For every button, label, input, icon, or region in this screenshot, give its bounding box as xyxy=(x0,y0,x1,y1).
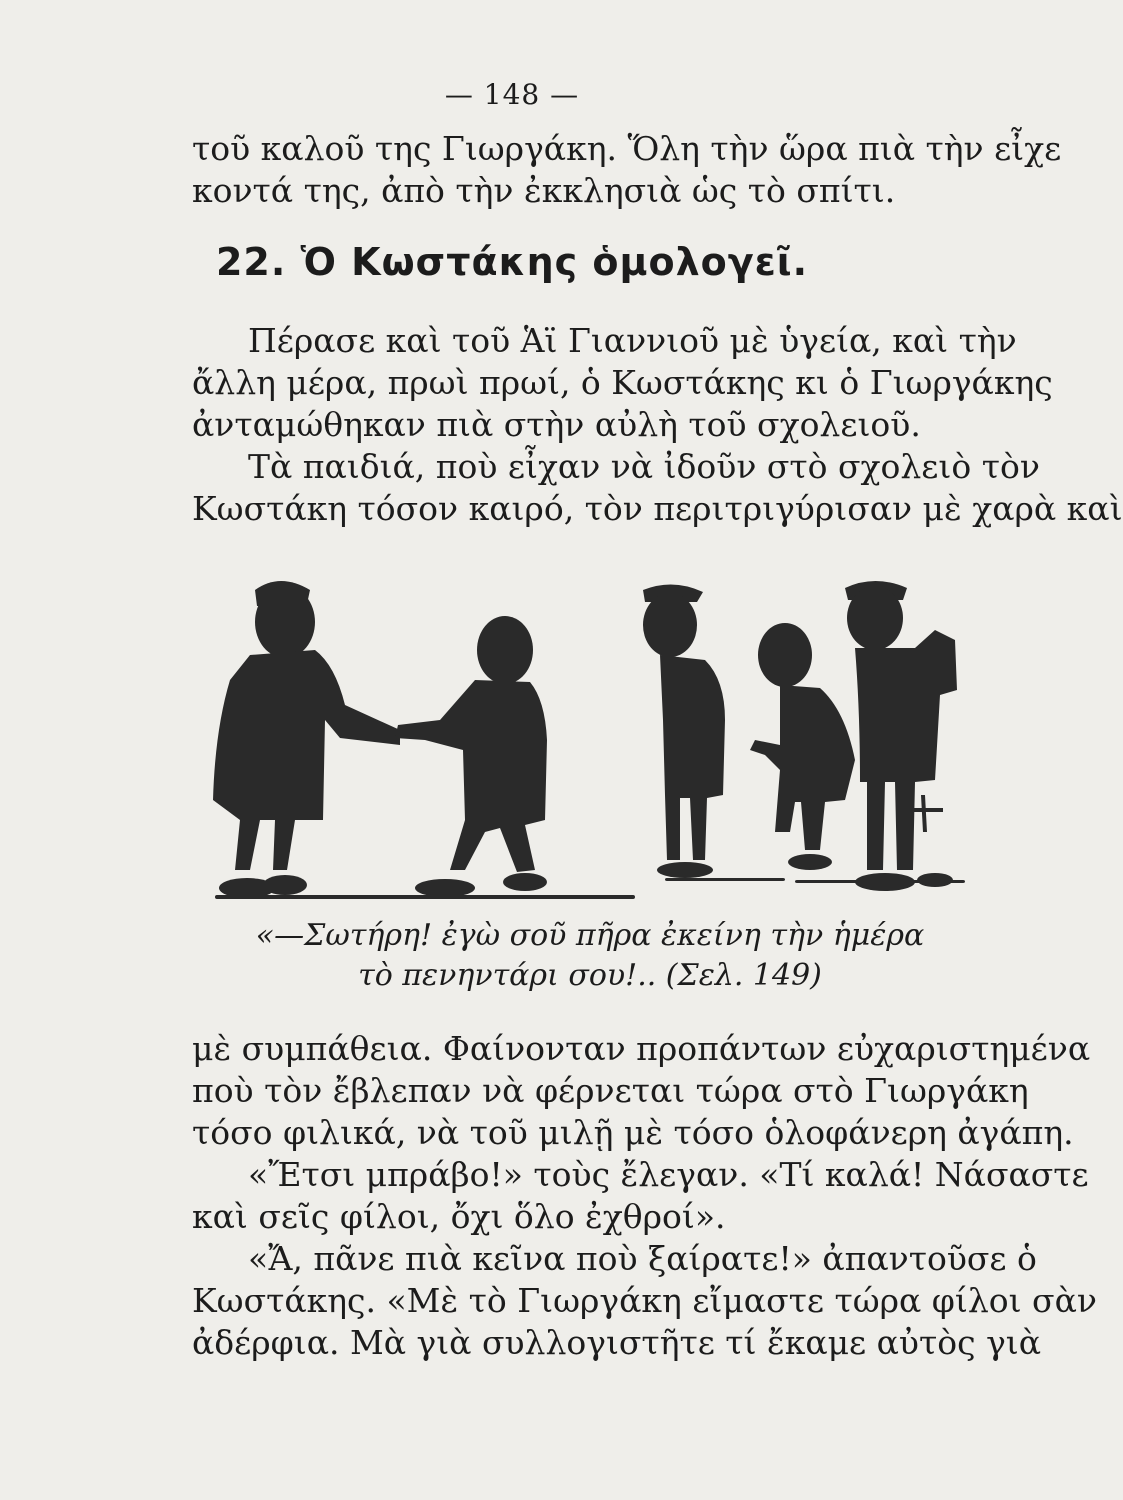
caption-line-1: «—Σωτήρη! ἐγὼ σοῦ πῆρα ἐκείνη τὴν ἡμέρα xyxy=(255,918,925,953)
text-line: «Ἄ, πᾶνε πιὰ κεῖνα ποὺ ξαίρατε!» ἀπαντοῦσε ὁ xyxy=(248,1239,1037,1278)
silhouette-illustration xyxy=(195,570,985,910)
boy-silhouette-4 xyxy=(750,623,855,870)
text-line: ἀνταμώθηκαν πιὰ στὴν αὐλὴ τοῦ σχολειοῦ. xyxy=(192,405,921,444)
paragraph-5 xyxy=(192,1238,1097,1364)
text-line: Κωστάκης. «Μὲ τὸ Γιωργάκη εἴμαστε τώρα φίλοι σὰν xyxy=(192,1281,1097,1320)
paragraph-3 xyxy=(192,1028,1091,1154)
text-line: ποὺ τὸν ἔβλεπαν νὰ φέρνεται τώρα στὸ Γιωργάκη xyxy=(192,1071,1029,1110)
text-line: Πέρασε καὶ τοῦ Ἁϊ Γιαννιοῦ μὲ ὑγεία, καὶ τὴν xyxy=(248,321,1017,360)
text-line: ἀδέρφια. Μὰ γιὰ συλλογιστῆτε τί ἔκαμε αὐτὸς γιὰ xyxy=(192,1323,1042,1362)
text-line: καὶ σεῖς φίλοι, ὄχι ὅλο ἐχθροί». xyxy=(192,1197,726,1236)
boy-silhouette-5 xyxy=(845,581,957,891)
text-line: κοντά της, ἀπὸ τὴν ἐκκλησιὰ ὡς τὸ σπίτι. xyxy=(192,171,896,210)
page-number: — 148 — xyxy=(444,78,580,111)
text-line: ἄλλη μέρα, πρωὶ πρωί, ὁ Κωστάκης κι ὁ Γιωργάκης xyxy=(192,363,1053,402)
boy-silhouette-3 xyxy=(643,584,725,878)
text-line: τοῦ καλοῦ της Γιωργάκη. Ὅλη τὴν ὥρα πιὰ τὴν εἶχε xyxy=(192,129,1062,168)
caption-line-2: τὸ πενηντάρι σου!.. (Σελ. 149) xyxy=(358,958,822,993)
top-paragraph xyxy=(192,128,1062,212)
text-line: Κωστάκη τόσον καιρό, τὸν περιτριγύρισαν μὲ χαρὰ καὶ xyxy=(192,489,1123,528)
text-line: «Ἔτσι μπράβο!» τοὺς ἔλεγαν. «Τί καλά! Νάσαστε xyxy=(248,1155,1089,1194)
text-line: μὲ συμπάθεια. Φαίνονταν προπάντων εὐχαριστημένα xyxy=(192,1029,1091,1068)
boy-silhouette-2 xyxy=(395,616,547,897)
boy-silhouette-left xyxy=(213,581,400,898)
text-line: τόσο φιλικά, νὰ τοῦ μιλῇ μὲ τόσο ὁλοφάνερη ἀγάπη. xyxy=(192,1113,1074,1152)
paragraph-1 xyxy=(192,320,1053,446)
chapter-heading: 22. Ὁ Κωστάκης ὁμολογεῖ. xyxy=(215,240,809,284)
paragraph-2 xyxy=(192,446,1123,530)
paragraph-4 xyxy=(192,1154,1089,1238)
text-line: Τὰ παιδιά, ποὺ εἶχαν νὰ ἰδοῦν στὸ σχολειὸ τὸν xyxy=(248,447,1040,486)
